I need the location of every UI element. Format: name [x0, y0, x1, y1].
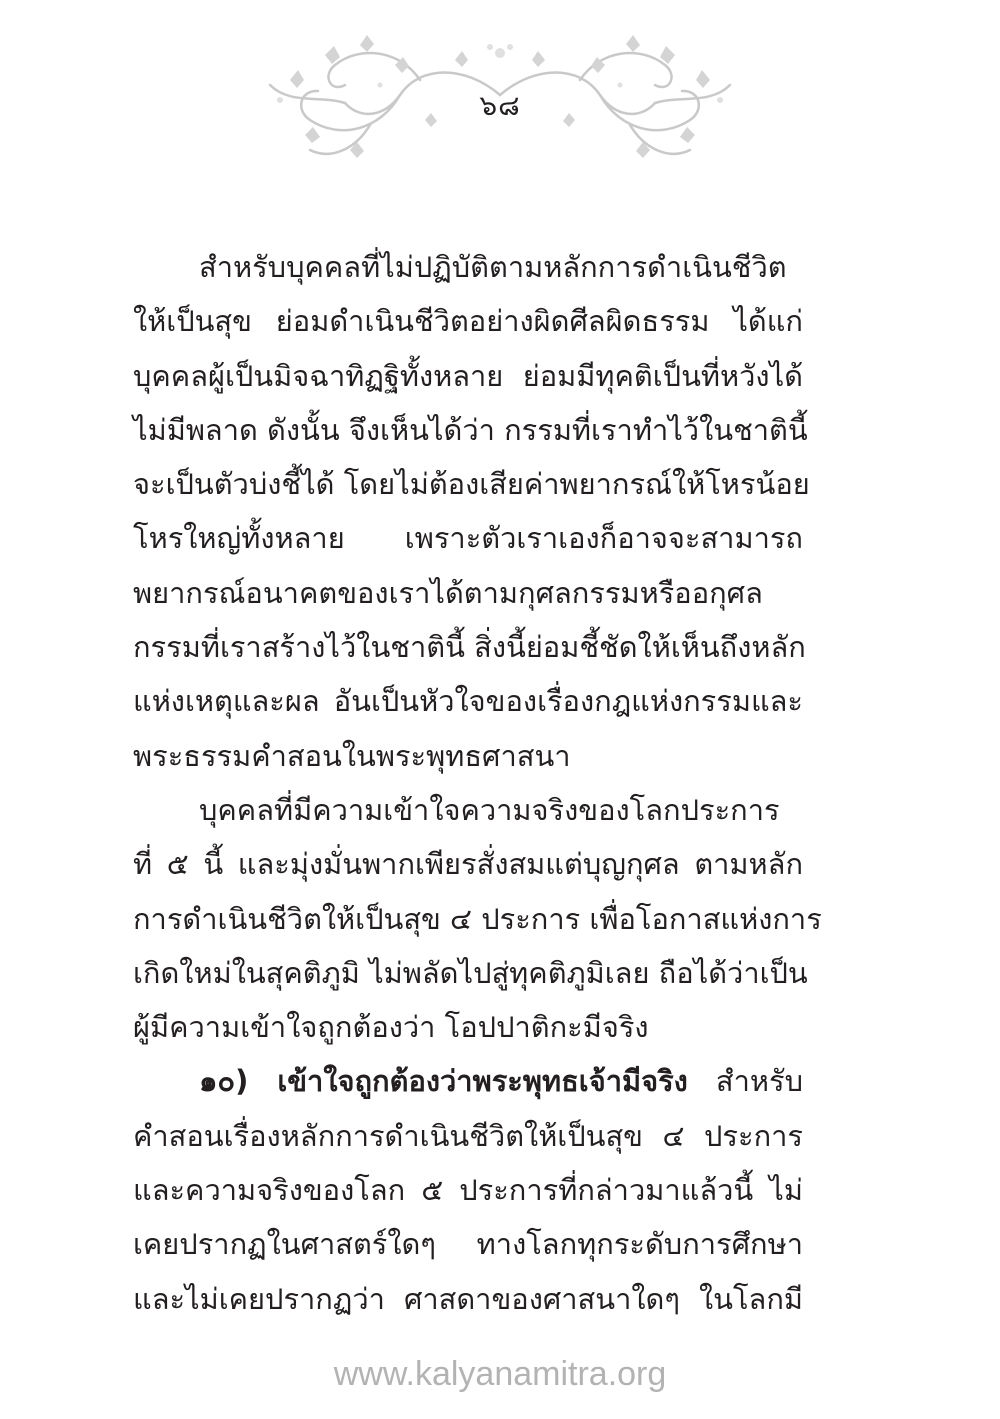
footer-url: www.kalyanamitra.org — [333, 1355, 667, 1393]
text-line: จะเป็นตัวบ่งชี้ได้ โดยไม่ต้องเสียค่าพยากรณ์ให้โหรน้อย — [133, 467, 810, 502]
text-line: บุคคลที่มีความเข้าใจความจริงของโลกประการ — [199, 792, 780, 827]
text-line: และความจริงของโลก ๕ ประการที่กล่าวมาแล้วนี้ ไม่ — [133, 1173, 803, 1208]
text-line: ไม่มีพลาด ดังนั้น จึงเห็นได้ว่า กรรมที่เราทำไว้ในชาตินี้ — [133, 412, 808, 447]
text-line: พยากรณ์อนาคตของเราได้ตามกุศลกรรมหรืออกุศล — [133, 575, 763, 610]
section-heading: ๑๐) เข้าใจถูกต้องว่าพระพุทธเจ้ามีจริง — [199, 1064, 688, 1099]
text-line: ที่ ๕ นี้ และมุ่งมั่นพากเพียรสั่งสมแต่บุญกุศล ตามหลัก — [133, 847, 803, 882]
text-line: ให้เป็นสุข ย่อมดำเนินชีวิตอย่างผิดศีลผิดธรรม ได้แก่ — [133, 304, 803, 339]
text-line: เคยปรากฏในศาสตร์ใดๆ ทางโลกทุกระดับการศึกษา — [133, 1227, 803, 1262]
text-line: เกิดใหม่ในสุคติภูมิ ไม่พลัดไปสู่ทุคติภูมิเลย ถือได้ว่าเป็น — [133, 955, 808, 990]
section-heading-line — [133, 1054, 803, 1108]
text-line: โหรใหญ่ทั้งหลาย เพราะตัวเราเองก็อาจจะสามารถ — [133, 521, 803, 556]
text-line: และไม่เคยปรากฏว่า ศาสดาของศาสนาใดๆ ในโลกมี — [133, 1281, 803, 1316]
text-line: คำสอนเรื่องหลักการดำเนินชีวิตให้เป็นสุข ๔ ประการ — [133, 1118, 803, 1153]
text-line: พระธรรมคำสอนในพระพุทธศาสนา — [133, 738, 571, 773]
body-text — [133, 240, 822, 1326]
text-line: ผู้มีความเข้าใจถูกต้องว่า โอปปาติกะมีจริง — [133, 1010, 649, 1045]
text-line: สำหรับบุคคลที่ไม่ปฏิบัติตามหลักการดำเนินชีวิต — [199, 250, 787, 284]
text-line: บุคคลผู้เป็นมิจฉาทิฏฐิทั้งหลาย ย่อมมีทุคติเป็นที่หวังได้ — [133, 358, 803, 393]
text-line: แห่งเหตุและผล อันเป็นหัวใจของเรื่องกฎแห่งกรรมและ — [133, 684, 803, 719]
text-line: การดำเนินชีวิตให้เป็นสุข ๔ ประการ เพื่อโอกาสแห่งการ — [133, 901, 822, 936]
text-line: กรรมที่เราสร้างไว้ในชาตินี้ สิ่งนี้ย่อมชี้ชัดให้เห็นถึงหลัก — [133, 630, 806, 665]
page-number: ๖๘ — [479, 89, 521, 122]
section-heading-rest: สำหรับ — [687, 1064, 803, 1099]
